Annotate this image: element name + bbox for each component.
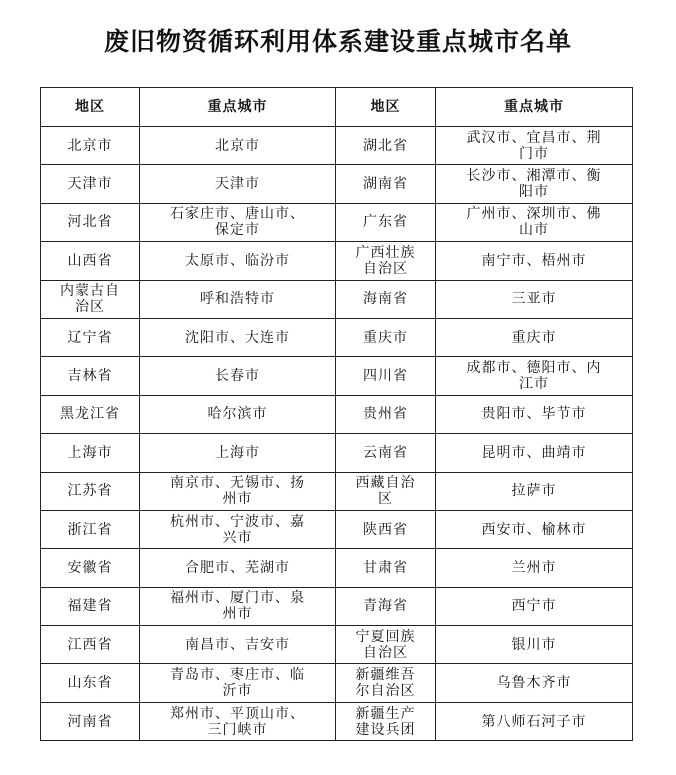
table-row: [41, 395, 633, 433]
cell-key-cities: [140, 357, 336, 395]
cell-region-text: 甘肃省: [363, 559, 408, 576]
cell-key-cities-text: 南京市、无锡市、扬州市: [170, 475, 305, 508]
cell-key-cities-text: 太原市、临汾市: [185, 252, 290, 269]
cell-region-text: 黑龙江省: [60, 406, 120, 423]
table-row: [41, 280, 633, 318]
cell-region: [41, 280, 140, 318]
cell-region: [336, 203, 436, 241]
cell-region: [336, 664, 436, 702]
cell-key-cities-text: 合肥市、芜湖市: [185, 559, 290, 576]
page-title: 废旧物资循环利用体系建设重点城市名单: [103, 27, 572, 56]
table-body: [41, 127, 633, 741]
cell-key-cities-text: 第八师石河子市: [481, 713, 587, 730]
cell-region-text: 湖北省: [363, 137, 408, 154]
table-row: [41, 127, 633, 165]
cell-region-text: 湖南省: [363, 176, 408, 193]
table-row: [41, 472, 633, 510]
cell-region-text: 四川省: [363, 368, 408, 385]
cell-region: [41, 242, 140, 280]
cell-region-text: 辽宁省: [67, 329, 113, 346]
table-row: [41, 357, 633, 395]
cell-key-cities: [436, 165, 633, 203]
cell-region-text: 海南省: [363, 291, 408, 308]
cell-key-cities-text: 福州市、厦门市、泉州市: [170, 590, 305, 623]
table-row: [41, 434, 633, 472]
cell-key-cities-text: 昆明市、曲靖市: [481, 444, 587, 461]
cell-key-cities: [140, 203, 336, 241]
cell-key-cities-text: 西宁市: [511, 598, 557, 615]
cell-key-cities: [140, 587, 336, 625]
cell-region: [336, 587, 436, 625]
cell-region-text: 福建省: [67, 598, 113, 615]
cell-region: [336, 702, 436, 740]
city-list-table: [40, 87, 633, 741]
table-row: [41, 203, 633, 241]
cell-key-cities: [436, 626, 633, 664]
cell-key-cities-text: 银川市: [511, 636, 557, 653]
cell-key-cities-text: 杭州市、宁波市、嘉兴市: [170, 513, 305, 546]
cell-region-text: 河南省: [67, 713, 113, 730]
cell-key-cities: [140, 664, 336, 702]
cell-key-cities-text: 青岛市、枣庄市、临沂市: [170, 667, 305, 700]
table-row: [41, 318, 633, 356]
cell-region: [41, 549, 140, 587]
cell-region-text: 陕西省: [363, 521, 408, 538]
cell-key-cities-text: 天津市: [215, 176, 260, 193]
cell-region-text: 北京市: [67, 137, 113, 154]
cell-key-cities: [436, 510, 633, 548]
column-header-region: 地区: [336, 88, 436, 127]
column-header-key-cities: 重点城市: [436, 88, 633, 127]
cell-region: [336, 434, 436, 472]
cell-region-text: 新疆维吾尔自治区: [355, 667, 416, 700]
cell-key-cities-text: 沈阳市、大连市: [185, 329, 290, 346]
table-row: [41, 587, 633, 625]
cell-region-text: 内蒙古自治区: [59, 283, 120, 316]
cell-region: [41, 510, 140, 548]
cell-key-cities-text: 西安市、榆林市: [481, 521, 587, 538]
cell-key-cities-text: 乌鲁木齐市: [496, 675, 572, 692]
cell-key-cities-text: 北京市: [215, 137, 260, 154]
cell-region: [336, 242, 436, 280]
cell-key-cities: [140, 702, 336, 740]
table-row: [41, 165, 633, 203]
cell-key-cities-text: 南昌市、吉安市: [185, 636, 290, 653]
cell-region: [41, 395, 140, 433]
cell-key-cities: [140, 242, 336, 280]
cell-key-cities: [436, 395, 633, 433]
cell-region: [336, 165, 436, 203]
cell-key-cities: [140, 395, 336, 433]
cell-key-cities: [436, 127, 633, 165]
cell-region: [41, 702, 140, 740]
cell-region: [336, 626, 436, 664]
cell-region: [41, 357, 140, 395]
cell-region: [41, 664, 140, 702]
cell-key-cities-text: 哈尔滨市: [207, 406, 268, 423]
cell-key-cities: [140, 472, 336, 510]
cell-key-cities-text: 成都市、德阳市、内江市: [466, 360, 602, 393]
cell-region-text: 云南省: [363, 444, 408, 461]
cell-key-cities: [140, 626, 336, 664]
cell-region: [41, 203, 140, 241]
cell-region-text: 广东省: [363, 214, 408, 231]
cell-key-cities: [140, 318, 336, 356]
table-row: [41, 702, 633, 740]
cell-region: [41, 127, 140, 165]
cell-key-cities: [140, 510, 336, 548]
cell-key-cities: [140, 127, 336, 165]
cell-key-cities-text: 长沙市、湘潭市、衡阳市: [466, 168, 602, 201]
cell-key-cities-text: 上海市: [215, 444, 260, 461]
column-header-key-cities: 重点城市: [140, 88, 336, 127]
cell-key-cities-text: 呼和浩特市: [200, 291, 275, 308]
cell-region: [336, 357, 436, 395]
cell-region-text: 江西省: [67, 636, 113, 653]
cell-region-text: 安徽省: [67, 559, 113, 576]
cell-key-cities: [140, 434, 336, 472]
cell-region: [41, 626, 140, 664]
cell-region-text: 西藏自治区: [355, 475, 416, 508]
cell-key-cities-text: 郑州市、平顶山市、三门峡市: [170, 705, 305, 738]
cell-key-cities-text: 广州市、深圳市、佛山市: [466, 206, 602, 239]
cell-key-cities: [436, 242, 633, 280]
cell-region-text: 广西壮族自治区: [355, 244, 416, 277]
cell-key-cities-text: 兰州市: [511, 559, 557, 576]
cell-region-text: 山东省: [67, 675, 113, 692]
cell-region-text: 上海市: [67, 444, 113, 461]
cell-key-cities-text: 拉萨市: [511, 483, 557, 500]
cell-key-cities-text: 武汉市、宜昌市、荆门市: [466, 129, 602, 162]
cell-region-text: 宁夏回族自治区: [355, 628, 416, 661]
cell-region-text: 河北省: [67, 214, 113, 231]
cell-key-cities: [436, 357, 633, 395]
cell-key-cities: [436, 664, 633, 702]
table-row: [41, 549, 633, 587]
cell-region-text: 新疆生产建设兵团: [355, 705, 416, 738]
cell-key-cities: [140, 280, 336, 318]
cell-region: [336, 549, 436, 587]
cell-region-text: 山西省: [67, 252, 113, 269]
table-row: [41, 242, 633, 280]
cell-key-cities: [436, 549, 633, 587]
cell-key-cities-text: 贵阳市、毕节市: [481, 406, 587, 423]
cell-region: [41, 434, 140, 472]
cell-key-cities: [436, 702, 633, 740]
cell-key-cities: [140, 165, 336, 203]
cell-key-cities-text: 南宁市、梧州市: [481, 252, 587, 269]
cell-key-cities: [436, 472, 633, 510]
cell-region-text: 江苏省: [67, 483, 113, 500]
cell-key-cities: [436, 318, 633, 356]
cell-region: [41, 587, 140, 625]
cell-key-cities-text: 三亚市: [511, 291, 557, 308]
cell-region: [41, 165, 140, 203]
cell-region: [336, 510, 436, 548]
cell-key-cities: [436, 203, 633, 241]
cell-region-text: 浙江省: [67, 521, 113, 538]
cell-region: [336, 472, 436, 510]
table-row: [41, 510, 633, 548]
cell-key-cities: [436, 587, 633, 625]
cell-region-text: 重庆市: [363, 329, 408, 346]
cell-region: [336, 395, 436, 433]
cell-region: [336, 318, 436, 356]
cell-region: [336, 280, 436, 318]
cell-region-text: 天津市: [67, 176, 113, 193]
column-header-region: 地区: [41, 88, 140, 127]
cell-region: [41, 318, 140, 356]
cell-region: [336, 127, 436, 165]
table-header-row: [41, 88, 633, 127]
cell-region-text: 青海省: [363, 598, 408, 615]
cell-key-cities-text: 长春市: [215, 368, 260, 385]
table-row: [41, 664, 633, 702]
cell-key-cities-text: 重庆市: [511, 329, 557, 346]
cell-region-text: 吉林省: [67, 368, 113, 385]
cell-key-cities: [436, 280, 633, 318]
cell-region: [41, 472, 140, 510]
cell-key-cities: [140, 549, 336, 587]
cell-region-text: 贵州省: [363, 406, 408, 423]
cell-key-cities-text: 石家庄市、唐山市、保定市: [170, 206, 305, 239]
table-row: [41, 626, 633, 664]
cell-key-cities: [436, 434, 633, 472]
